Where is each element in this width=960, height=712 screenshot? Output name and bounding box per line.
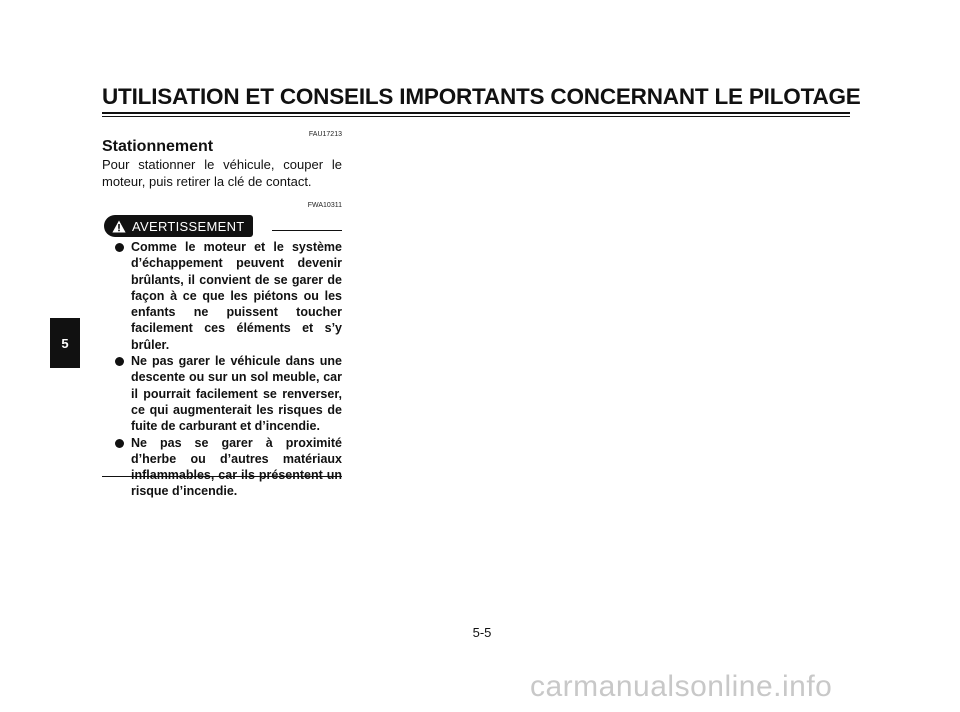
page-number: 5-5 [472,625,492,640]
warning-label [104,215,253,237]
warning-end-rule [102,476,342,477]
warning-item [114,353,342,434]
section-title: Stationnement [102,138,214,155]
header-title: UTILISATION ET CONSEILS IMPORTANTS CONCERNANT LE PILOTAGE [102,84,861,109]
bullet-icon [115,357,124,366]
section-intro: Pour stationner le véhicule, couper le moteur, puis retirer la clé de contact. [102,157,342,189]
warning-label-text: AVERTISSEMENT [132,218,245,234]
warning-list [114,239,342,500]
warning-item-text: Comme le moteur et le système d’échappement peuvent devenir brûlants, il convient de se garer de façon à ce que les piétons ou les enfants ne puissent toucher facilement ces éléments et s’y brûler. [131,240,342,352]
header-rule-thick [102,112,850,114]
warning-item-text: Ne pas garer le véhicule dans une descente ou sur un sol meuble, car il pourrait facilement se renverser, ce qui augmenterait les risques de fuite de carburant et d’incendie. [131,354,342,434]
bullet-icon [115,243,124,252]
warning-code: FWA10311 [307,202,342,209]
section-code: FAU17213 [308,131,342,138]
warning-item [114,435,342,500]
warning-header-line [272,230,342,231]
header-rule-thin [102,116,850,117]
chapter-tab: 5 [50,318,80,368]
bullet-icon [115,439,124,448]
warning-triangle-icon [112,220,126,233]
watermark: carmanualsonline.info [530,670,833,703]
warning-item-text: Ne pas se garer à proximité d’herbe ou d’autres matériaux risque d’incendie. [131,435,342,499]
warning-item [114,239,342,353]
